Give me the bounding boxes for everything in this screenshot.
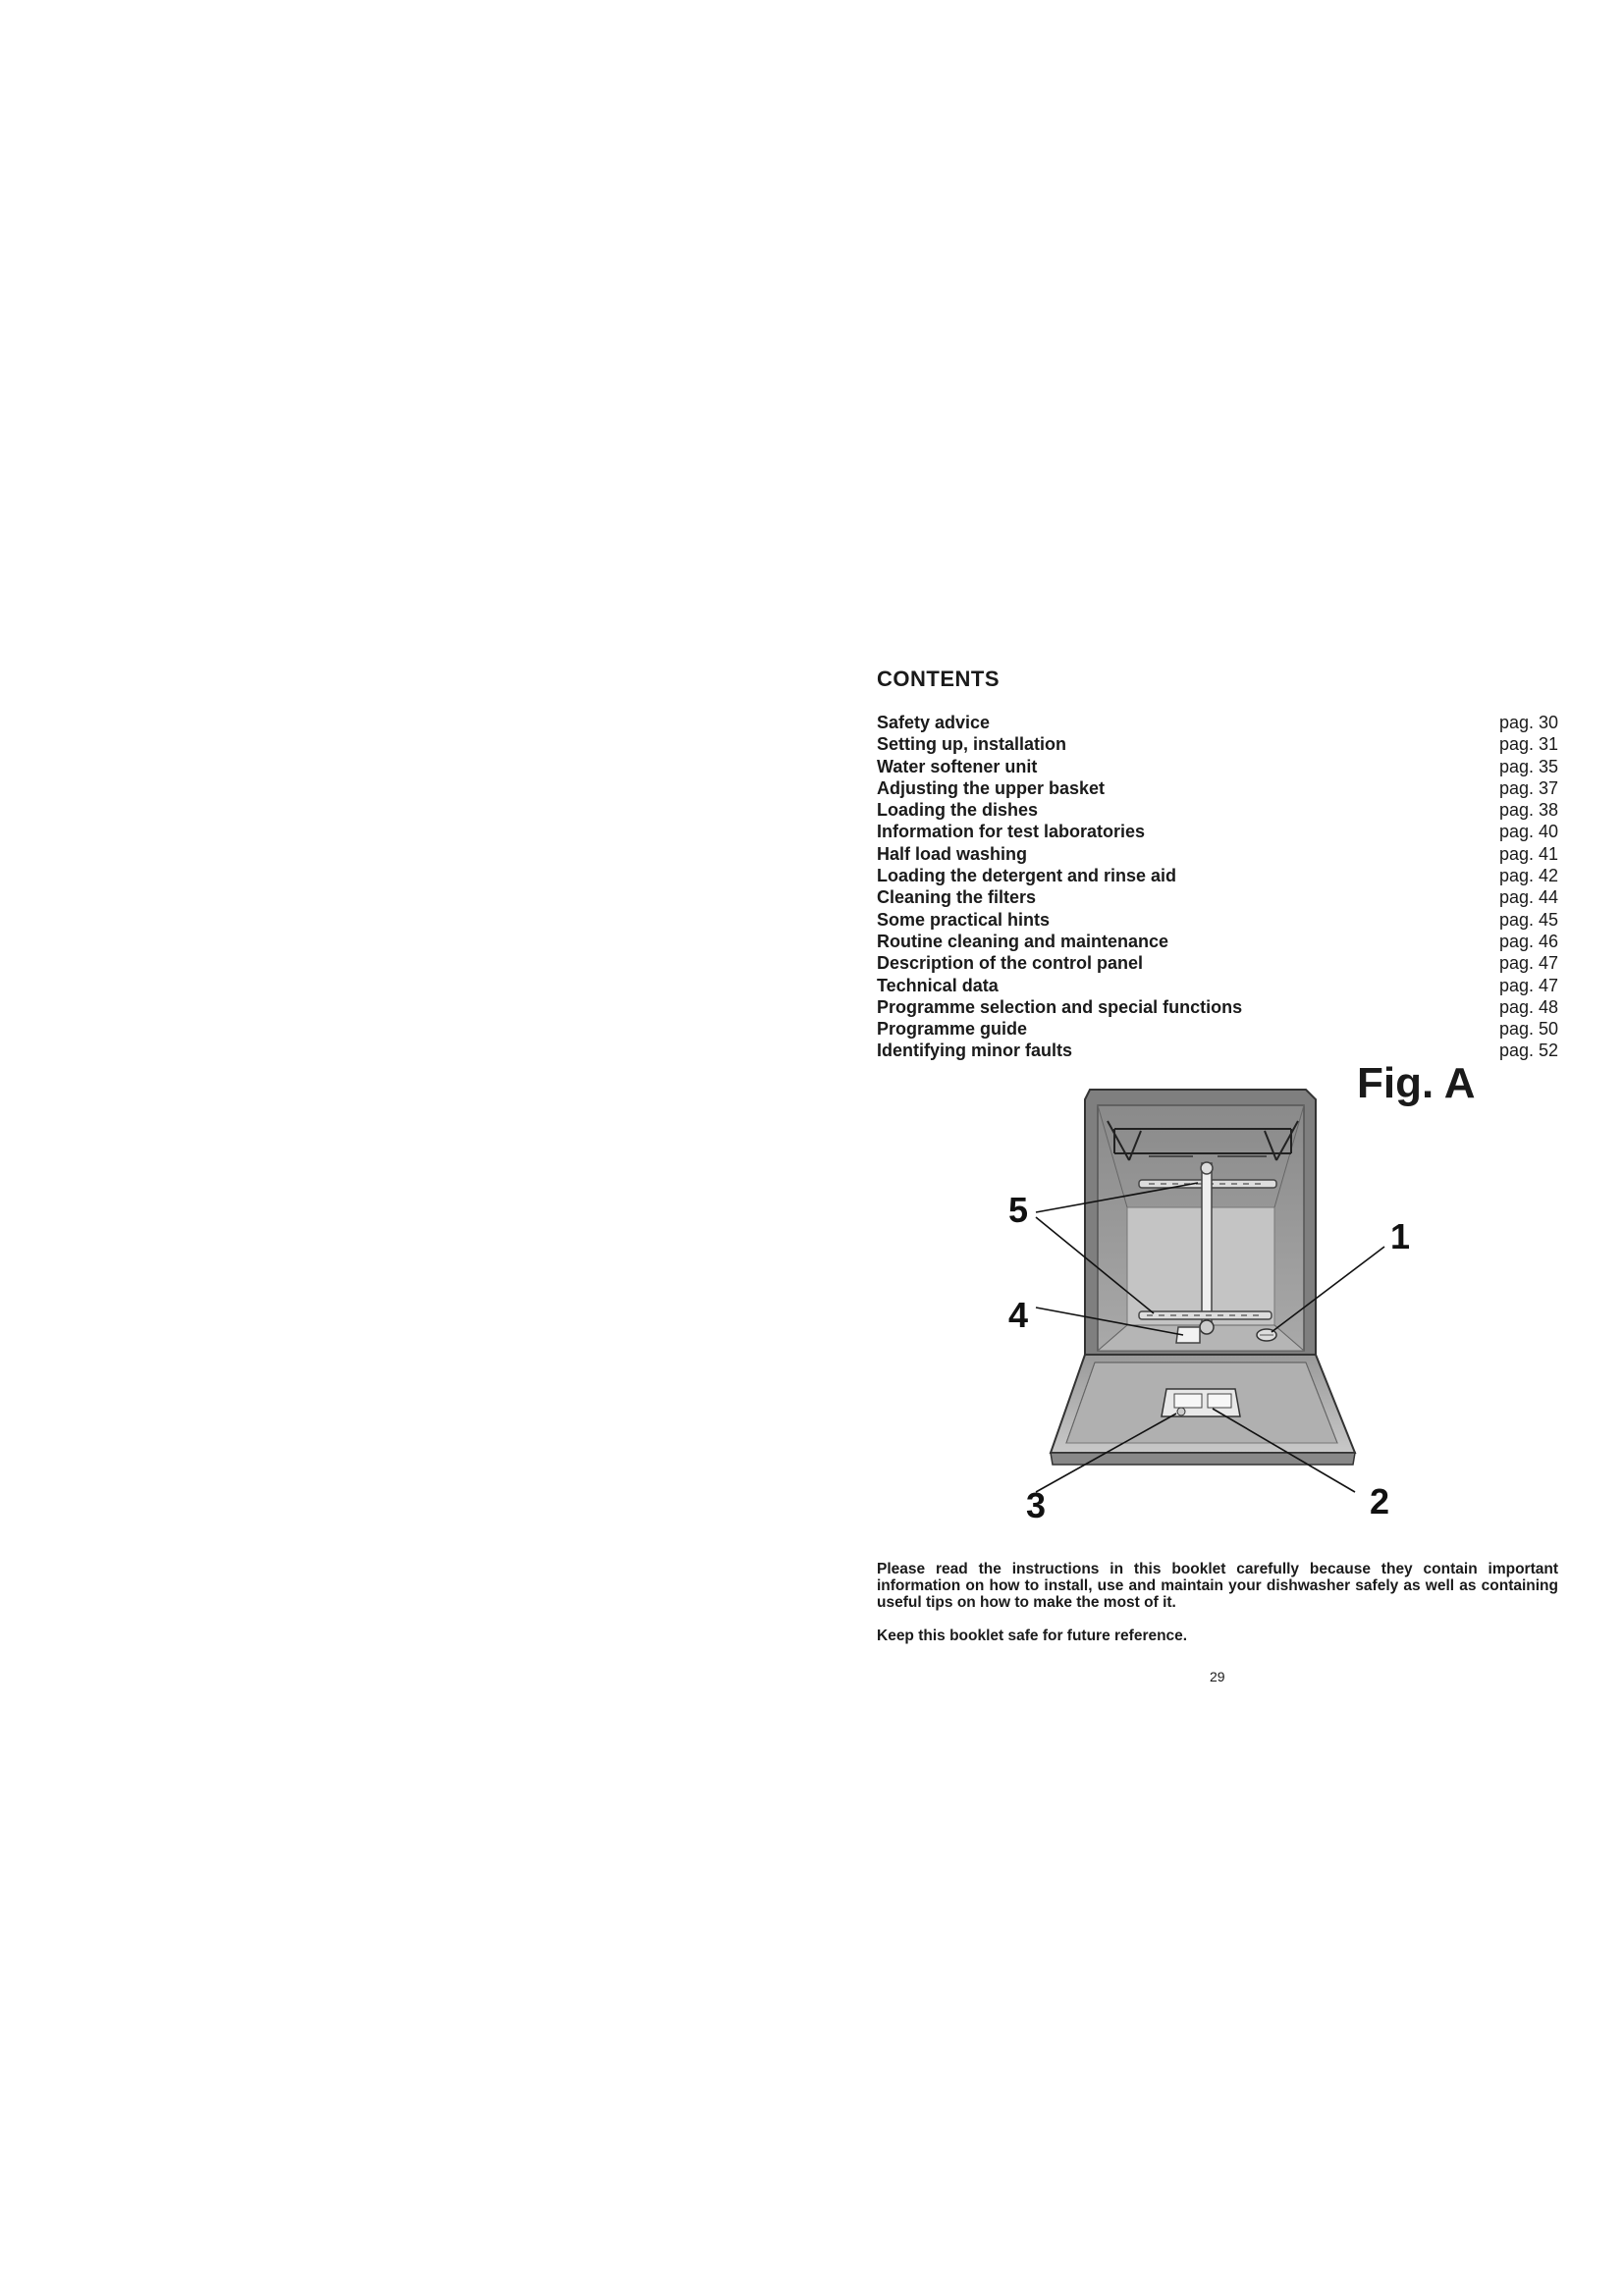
toc-entry-page: pag. 42 bbox=[1498, 866, 1558, 886]
toc-entry-title: Loading the dishes bbox=[877, 800, 1039, 821]
toc-entry-page: pag. 47 bbox=[1498, 953, 1558, 974]
toc-entry-page: pag. 46 bbox=[1498, 931, 1558, 951]
toc-entry bbox=[877, 931, 1558, 952]
toc-entry-page: pag. 35 bbox=[1498, 756, 1558, 776]
toc-entry-title: Adjusting the upper basket bbox=[877, 777, 1106, 798]
toc-entry-page: pag. 44 bbox=[1498, 887, 1558, 908]
toc-entry-page: pag. 48 bbox=[1498, 996, 1558, 1017]
toc-entry-page: pag. 47 bbox=[1498, 975, 1558, 995]
toc-entry bbox=[877, 777, 1558, 799]
toc-entry-page: pag. 40 bbox=[1498, 822, 1558, 842]
callout-3: 3 bbox=[1026, 1485, 1047, 1525]
toc-entry bbox=[877, 821, 1558, 842]
toc-entry bbox=[877, 909, 1558, 931]
toc-entry-page: pag. 45 bbox=[1498, 909, 1558, 930]
page-number: 29 bbox=[1210, 1669, 1225, 1684]
toc-entry-page: pag. 30 bbox=[1498, 713, 1558, 732]
toc-entry-title: Description of the control panel bbox=[877, 953, 1144, 974]
toc-entry-title: Cleaning the filters bbox=[877, 887, 1037, 908]
toc-entry-page: pag. 31 bbox=[1498, 734, 1558, 755]
toc-entry-title: Routine cleaning and maintenance bbox=[877, 931, 1169, 951]
water-pipe bbox=[1201, 1162, 1213, 1330]
toc-entry bbox=[877, 865, 1558, 886]
dishwasher-illustration bbox=[982, 1070, 1532, 1531]
toc-entry-title: Loading the detergent and rinse aid bbox=[877, 866, 1177, 886]
toc-entry bbox=[877, 733, 1558, 755]
toc-entry-title: Information for test laboratories bbox=[877, 822, 1146, 842]
callout-1: 1 bbox=[1390, 1216, 1411, 1256]
toc-entry bbox=[877, 952, 1558, 974]
toc-entry-title: Programme guide bbox=[877, 1019, 1028, 1040]
toc-entry bbox=[877, 843, 1558, 865]
toc-entry-title: Technical data bbox=[877, 975, 999, 995]
toc-entry-title: Half load washing bbox=[877, 843, 1028, 864]
intro-paragraph: Please read the instructions in this booklet carefully because they contain important information on how to install, use and maintain your dishwasher safely as well as containing useful tips on how to make the most of it. bbox=[877, 1561, 1558, 1611]
callout-5: 5 bbox=[1008, 1190, 1029, 1230]
toc-entry-page: pag. 41 bbox=[1498, 843, 1558, 864]
toc-entry bbox=[877, 799, 1558, 821]
figure-label: Fig. A bbox=[1357, 1059, 1476, 1107]
toc-entry bbox=[877, 756, 1558, 777]
toc-entry-page: pag. 38 bbox=[1498, 800, 1558, 821]
toc-entry-title: Safety advice bbox=[877, 713, 991, 732]
toc-entry-page: pag. 37 bbox=[1498, 777, 1558, 798]
callout-2: 2 bbox=[1370, 1481, 1390, 1522]
toc-entry bbox=[877, 886, 1558, 908]
keep-booklet-note: Keep this booklet safe for future reference. bbox=[877, 1628, 1188, 1644]
toc-entry bbox=[877, 712, 1558, 733]
toc-entry-page: pag. 50 bbox=[1498, 1019, 1558, 1040]
toc-entry-title: Water softener unit bbox=[877, 756, 1038, 776]
contents-heading: CONTENTS bbox=[877, 667, 1000, 691]
toc-entry bbox=[877, 975, 1558, 996]
toc-entry bbox=[877, 1018, 1558, 1040]
toc-entry-title: Identifying minor faults bbox=[877, 1041, 1073, 1061]
toc-entry bbox=[877, 996, 1558, 1018]
toc-entry-title: Setting up, installation bbox=[877, 734, 1066, 755]
toc-entry-page: pag. 52 bbox=[1498, 1041, 1558, 1061]
toc-entry-title: Programme selection and special functions bbox=[877, 996, 1243, 1017]
detergent-dispenser bbox=[1162, 1389, 1240, 1416]
callout-4: 4 bbox=[1008, 1295, 1029, 1335]
table-of-contents bbox=[877, 712, 1558, 1062]
toc-entry-title: Some practical hints bbox=[877, 909, 1051, 930]
